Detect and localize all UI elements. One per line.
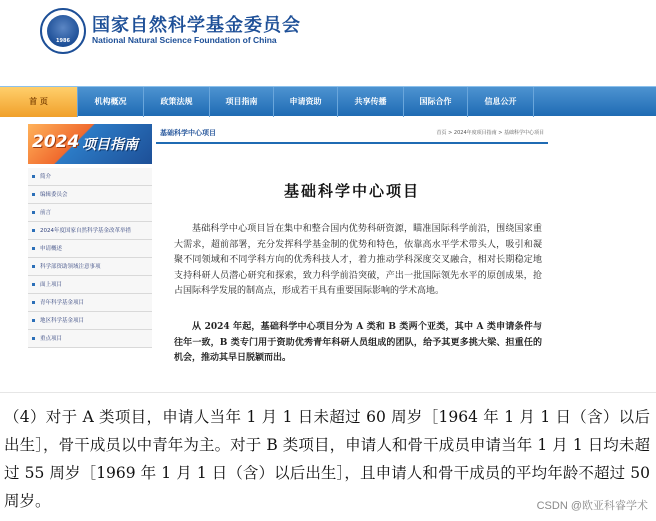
section-title: 基础科学中心项目: [160, 129, 216, 137]
sidebar-item-general[interactable]: 面上项目: [28, 276, 152, 294]
sidebar-item-reform[interactable]: 2024年度国家自然科学基金改革举措: [28, 222, 152, 240]
divider: [0, 392, 656, 393]
nav-item-info[interactable]: 信息公开: [468, 87, 534, 117]
nav-item-guide[interactable]: 项目指南: [210, 87, 274, 117]
guide-banner[interactable]: [28, 124, 152, 164]
article-paragraph-1: 基础科学中心项目旨在集中和整合国内优势科研资源，瞄准国际科学前沿，围绕国家重大需求，超前部署，充分发挥科学基金制的优势和特色，依靠高水平学术带头人，吸引和凝聚不同领域和不同学科方向的优秀科技人才，着力推动学科深度交叉融合，相对长期稳定地支持科研人员潜心研究和探索，致力科学前沿突破，产出一批国际领先水平的原创成果，抢占国际科学发展的制高点，形成若干具有重要国际影响的学术高地。: [174, 224, 542, 296]
sidebar-item-key[interactable]: 重点项目: [28, 330, 152, 348]
sidebar-item-preface[interactable]: 前言: [28, 204, 152, 222]
org-name-en: National Natural Science Foundation of China: [92, 35, 277, 45]
logo-year: 1986: [56, 38, 70, 44]
sidebar-item-overview[interactable]: 申请概述: [28, 240, 152, 258]
sidebar-item-youth[interactable]: 青年科学基金项目: [28, 294, 152, 312]
article-paragraph-2: 从 2024 年起，基础科学中心项目分为 A 类和 B 类两个亚类，其中 A 类申请条件与往年一致，B 类专门用于资助优秀青年科研人员组成的团队，给予其更多挑大梁、担重任的机会，推动其早日脱颖而出。: [174, 322, 542, 363]
sidebar-item-intro[interactable]: 简介: [28, 168, 152, 186]
org-name-cn[interactable]: 国家自然科学基金委员会: [92, 15, 301, 36]
watermark: CSDN @欧亚科睿学术: [536, 500, 648, 512]
nav-item-about[interactable]: 机构概况: [78, 87, 144, 117]
guide-banner-text: 项目指南: [82, 137, 138, 153]
nav-item-intl[interactable]: 国际合作: [404, 87, 468, 117]
site-header: [0, 0, 656, 80]
nav-item-apply[interactable]: 申请资助: [274, 87, 338, 117]
sidebar-item-editorial[interactable]: 编辑委员会: [28, 186, 152, 204]
guide-banner-year: 2024: [32, 132, 80, 152]
nav-item-policy[interactable]: 政策法规: [144, 87, 210, 117]
sidebar: [28, 124, 152, 370]
nsfc-logo-icon[interactable]: [40, 8, 86, 54]
sidebar-item-regional[interactable]: 地区科学基金项目: [28, 312, 152, 330]
breadcrumb[interactable]: 首页 > 2024年度项目指南 > 基础科学中心项目: [436, 130, 544, 136]
content-panel: [156, 124, 548, 372]
article-title: 基础科学中心项目: [283, 182, 420, 200]
content-header: [156, 124, 548, 144]
nav-filler: [534, 87, 656, 117]
caption-text: （4）对于 A 类项目，申请人当年 1 月 1 日未超过 60 周岁［1964 年 1 月 1 日（含）以后出生］，骨干成员以中青年为主。对于 B 类项目，申请人和骨干成员申请当年 1 月 1 日均未超过 55 周岁［1969 年 1 月 1 日（含）以后出生］，且申请人和骨干成员的平均年龄不超过 50 周岁。: [4, 408, 650, 510]
nav-item-home[interactable]: 首 页: [0, 87, 78, 117]
nav-item-share[interactable]: 共享传播: [338, 87, 404, 117]
main-nav: [0, 86, 656, 116]
sidebar-list: [28, 168, 152, 348]
sidebar-item-notes[interactable]: 科学部资助领域注意事项: [28, 258, 152, 276]
